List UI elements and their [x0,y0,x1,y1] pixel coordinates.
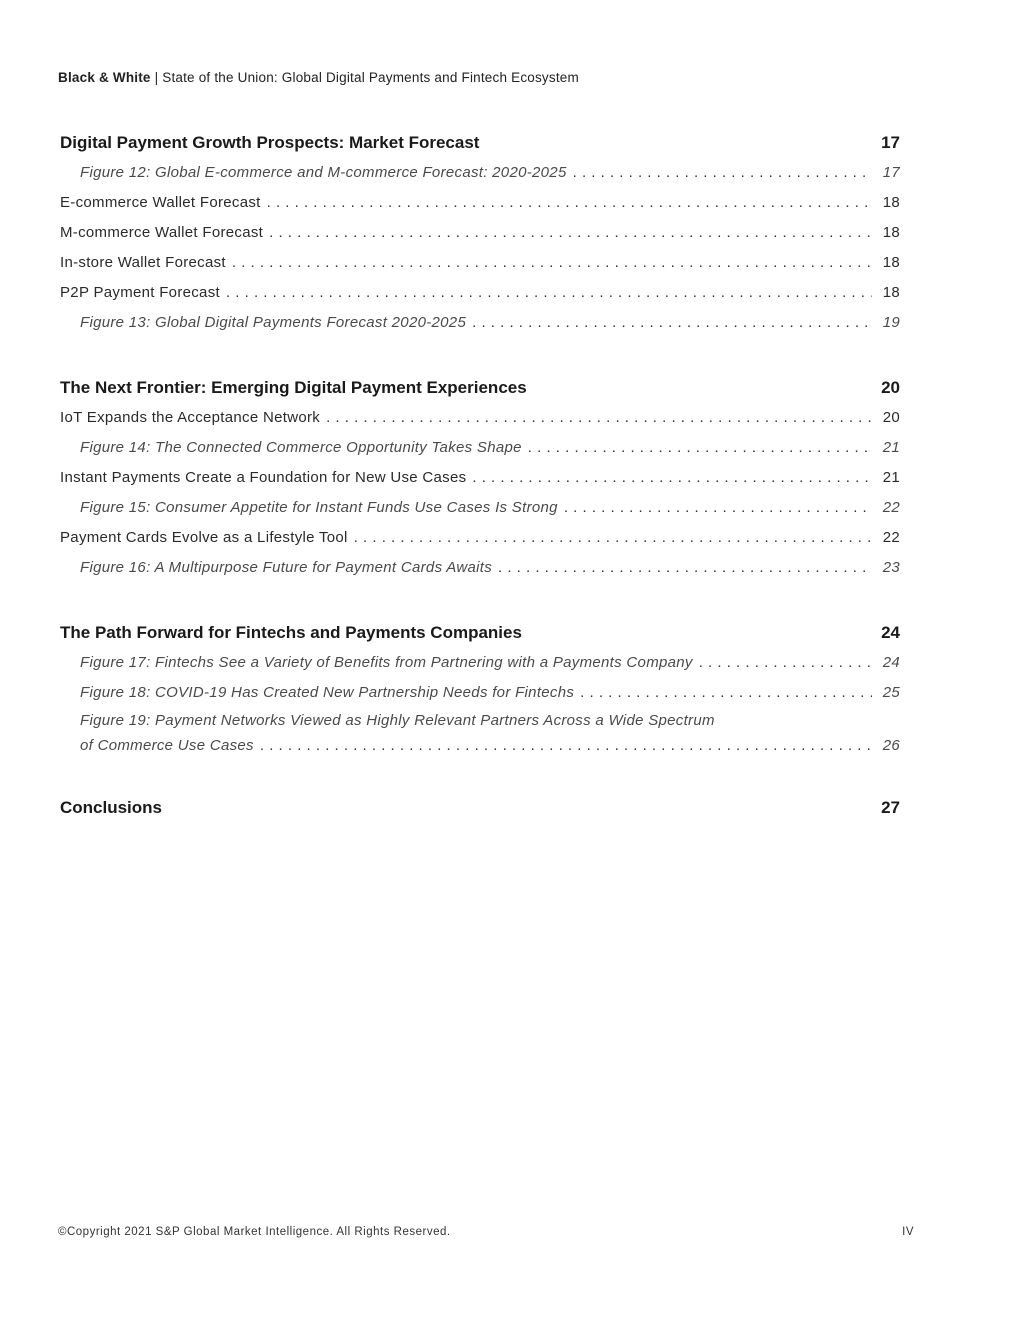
entry-title: E-commerce Wallet Forecast [60,194,261,211]
toc-section-heading[interactable] [60,618,900,648]
section-page-number: 27 [881,798,900,817]
entry-page-number: 21 [882,439,900,456]
section-title: Conclusions [60,798,163,817]
entry-title: Figure 14: The Connected Commerce Opportunity Takes Shape [80,439,522,456]
entry-title: IoT Expands the Acceptance Network [60,409,321,426]
entry-page-number: 25 [882,684,900,701]
entry-title: Figure 15: Consumer Appetite for Instant Funds Use Cases Is Strong [80,499,558,516]
dot-leader [699,648,872,678]
toc-figure-entry[interactable] [60,553,900,583]
toc-section [60,618,900,758]
dot-leader [564,493,872,523]
entry-title: Figure 13: Global Digital Payments Forecast 2020-2025 [80,314,467,331]
toc-section-heading[interactable] [60,373,900,403]
entry-title: Instant Payments Create a Foundation for New Use Cases [60,469,467,486]
dot-leader [226,278,872,308]
entry-page-number: 26 [882,737,900,754]
dot-leader [267,188,872,218]
toc-figure-entry[interactable] [60,433,900,463]
entry-title: Payment Cards Evolve as a Lifestyle Tool [60,529,348,546]
toc-entry[interactable] [60,523,900,553]
entry-page-number: 18 [882,254,900,271]
toc-entry[interactable] [60,403,900,433]
entry-title: M-commerce Wallet Forecast [60,224,264,241]
entry-title: Figure 17: Fintechs See a Variety of Benefits from Partnering with a Payments Company [80,654,693,671]
entry-title: Figure 12: Global E-commerce and M-commerce Forecast: 2020-2025 [80,164,567,181]
toc-entry[interactable] [60,188,900,218]
entry-page-number: 18 [882,194,900,211]
toc-figure-entry[interactable] [60,648,900,678]
dot-leader [472,463,872,493]
section-title: Digital Payment Growth Prospects: Market Forecast [60,133,480,152]
entry-page-number: 22 [882,529,900,546]
running-header [58,70,579,85]
toc-figure-entry[interactable] [60,678,900,708]
dot-leader [326,403,872,433]
section-page-number: 17 [881,133,900,152]
entry-page-number: 17 [882,164,900,181]
header-separator: | [150,70,163,85]
section-page-number: 20 [881,378,900,397]
copyright-notice: ©Copyright 2021 S&P Global Market Intelligence. All Rights Reserved. [58,1226,451,1238]
toc-entry[interactable] [60,248,900,278]
section-page-number: 24 [881,623,900,642]
toc-section [60,128,900,338]
entry-title: In-store Wallet Forecast [60,254,226,271]
dot-leader [528,433,872,463]
entry-title: Figure 16: A Multipurpose Future for Payment Cards Awaits [80,559,492,576]
toc-entry[interactable] [60,463,900,493]
dot-leader [354,523,872,553]
entry-title-line-2-row [80,733,900,758]
entry-title: Figure 18: COVID-19 Has Created New Partnership Needs for Fintechs [80,684,575,701]
page-number: IV [902,1226,914,1238]
toc-section [60,373,900,583]
entry-page-number: 20 [882,409,900,426]
dot-leader [498,553,872,583]
dot-leader [573,158,872,188]
entry-page-number: 18 [882,284,900,301]
toc-section [60,793,900,823]
toc-section-heading[interactable] [60,793,900,823]
page-footer [58,1226,914,1238]
toc-figure-entry[interactable] [60,493,900,523]
dot-leader [580,678,872,708]
entry-title: P2P Payment Forecast [60,284,220,301]
toc-figure-entry[interactable] [60,308,900,338]
toc-entry[interactable] [60,278,900,308]
entry-page-number: 18 [882,224,900,241]
dot-leader [232,248,872,278]
entry-page-number: 24 [882,654,900,671]
entry-title-line-1: Figure 19: Payment Networks Viewed as Highly Relevant Partners Across a Wide Spectrum [80,712,715,729]
section-title: The Path Forward for Fintechs and Payments Companies [60,623,522,642]
section-title: The Next Frontier: Emerging Digital Payment Experiences [60,378,527,397]
toc-figure-entry[interactable] [60,158,900,188]
entry-page-number: 22 [882,499,900,516]
toc-section-heading[interactable] [60,128,900,158]
entry-page-number: 23 [882,559,900,576]
entry-page-number: 19 [882,314,900,331]
entry-title-line-2: of Commerce Use Cases [80,737,254,754]
entry-page-number: 21 [882,469,900,486]
table-of-contents [60,128,900,858]
header-title: State of the Union: Global Digital Payments and Fintech Ecosystem [162,70,579,85]
toc-figure-entry[interactable] [60,708,900,758]
dot-leader [260,733,872,758]
toc-entry[interactable] [60,218,900,248]
dot-leader [472,308,872,338]
dot-leader [269,218,872,248]
header-brand: Black & White [58,70,151,85]
